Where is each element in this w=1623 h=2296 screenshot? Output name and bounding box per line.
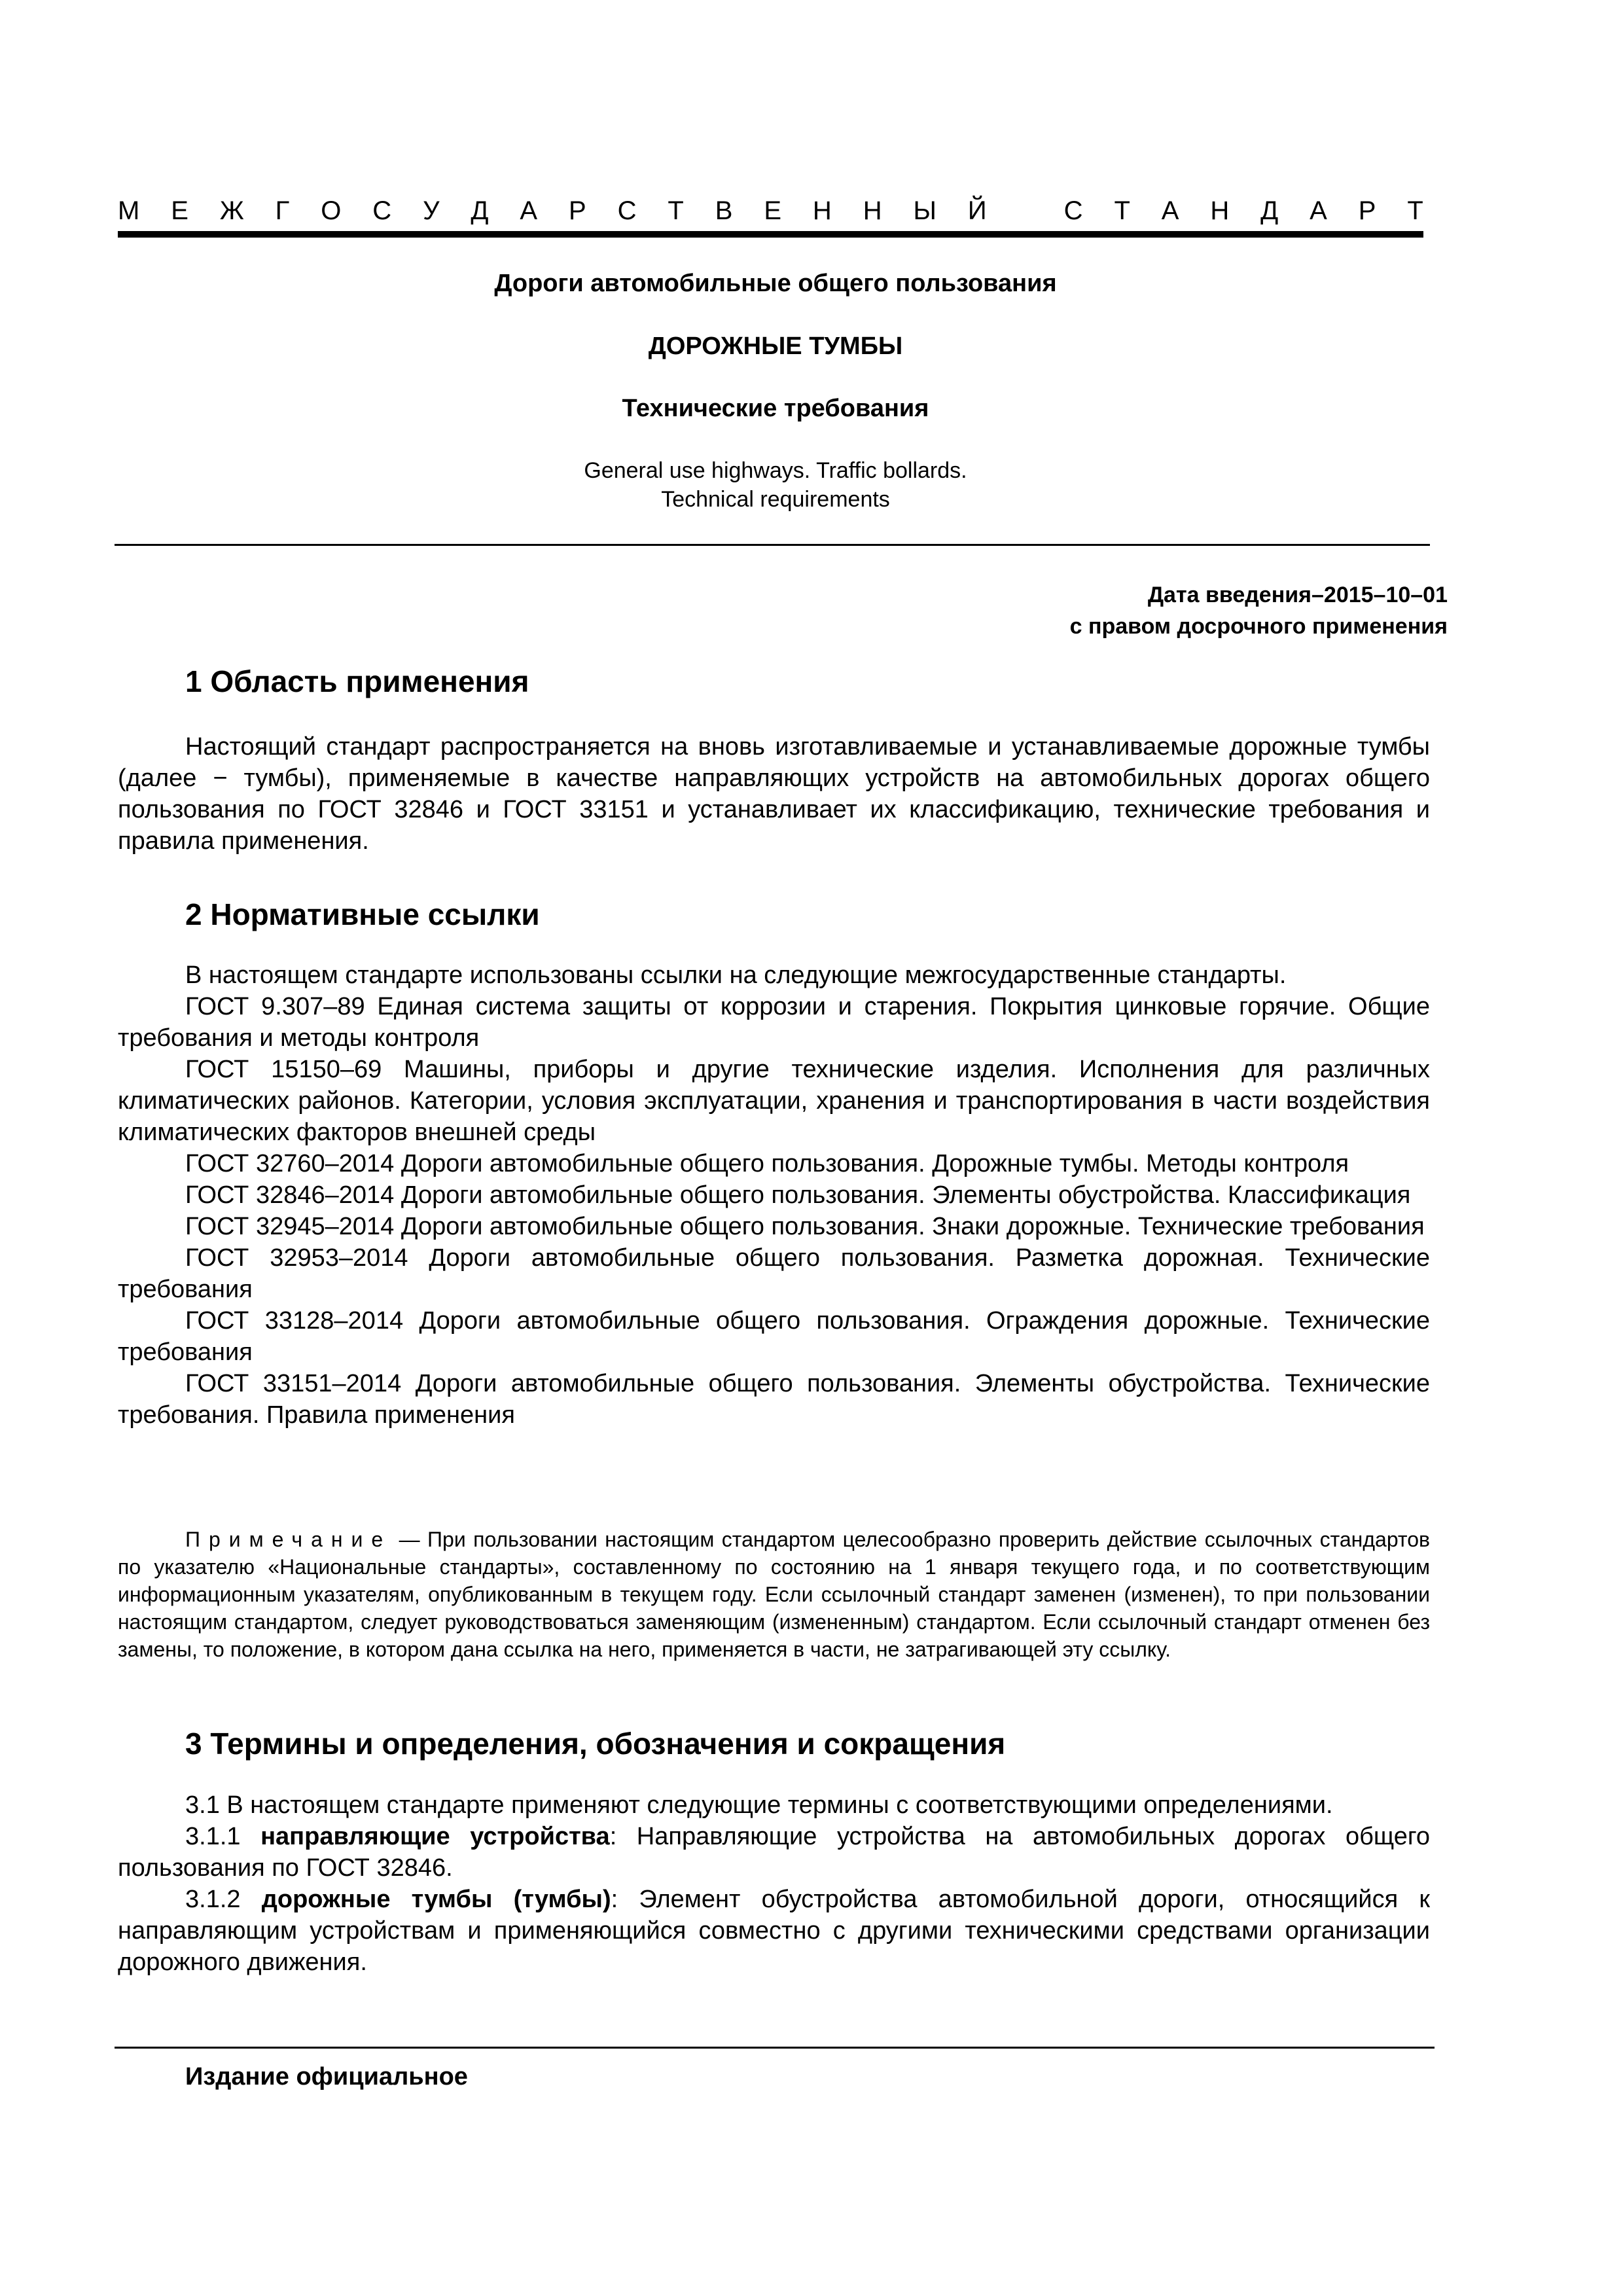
section-1-body	[118, 731, 1430, 857]
section-2-body	[118, 960, 1430, 1431]
section-3-body	[118, 1789, 1430, 1978]
reference-item: ГОСТ 32760–2014 Дороги автомобильные общего пользования. Дорожные тумбы. Методы контроля	[185, 1150, 1349, 1177]
section-3-heading: 3 Термины и определения, обозначения и сокращения	[185, 1727, 1006, 1761]
reference-item: ГОСТ 15150–69 Машины, приборы и другие технические изделия. Исполнения для различных климатических районов. Категории, условия эксплуатации, хранения и транспортирования в части воздействия климатических факторов внешней среды	[118, 1056, 1430, 1146]
reference-item: ГОСТ 32846–2014 Дороги автомобильные общего пользования. Элементы обустройства. Классификация	[185, 1181, 1411, 1209]
introduction-date	[1070, 579, 1448, 642]
term-definition-text: : Элемент обустройства автомобильной дороги, относящийся к направляющим устройствам и применяющийся совместно с другими техническими средствами организации дорожного движения.	[118, 1886, 1431, 1976]
term-name: направляющие устройства	[260, 1823, 610, 1850]
term-number: 3.1.1	[185, 1823, 261, 1850]
banner-letter: А	[1161, 196, 1179, 225]
banner-letter: Д	[1260, 196, 1279, 225]
banner-letter: Н	[863, 196, 882, 225]
english-title	[118, 456, 1433, 514]
title-line-3: Технические требования	[622, 395, 929, 422]
reference-item: ГОСТ 33151–2014 Дороги автомобильные общего пользования. Элементы обустройства. Технические требования. Правила применения	[118, 1370, 1430, 1429]
banner-letter: Т	[1407, 196, 1423, 225]
note-text: — При пользовании настоящим стандартом целесообразно проверить действие ссылочных стандартов по указателю «Национальные стандарты», составленному по состоянию на 1 января текущего года, и по соответствующим информационным указателям, опубликованным в текущем году. Если ссылочный стандарт заменен (изменен), то при пользовании настоящим стандартом, следует руководствоваться заменяющим (измененным) стандартом. Если ссылочный стандарт отменен без замены, то положение, в котором дана ссылка на него, применяется в части, не затрагивающей эту ссылку.	[118, 1528, 1430, 1661]
banner-letter: Р	[569, 196, 586, 225]
banner-letter: М	[118, 196, 140, 225]
banner-letter: С	[372, 196, 392, 225]
date-line-2: с правом досрочного применения	[1069, 614, 1448, 639]
reference-item: ГОСТ 32945–2014 Дороги автомобильные общего пользования. Знаки дорожные. Технические требования	[185, 1213, 1425, 1240]
banner-letter: Й	[967, 196, 987, 225]
banner-letter: Н	[812, 196, 832, 225]
banner-letter: Т	[1114, 196, 1130, 225]
banner-letter: Н	[1210, 196, 1230, 225]
banner-letter: Е	[764, 196, 782, 225]
section-1-heading: 1 Область применения	[185, 664, 529, 698]
title-line-1: Дороги автомобильные общего пользования	[494, 270, 1057, 297]
footer-rule	[115, 2047, 1435, 2049]
banner-letter: Г	[275, 196, 290, 225]
reference-item: ГОСТ 33128–2014 Дороги автомобильные общего пользования. Ограждения дорожные. Технические требования	[118, 1307, 1430, 1366]
section-2-note	[118, 1526, 1430, 1663]
english-title-line-2: Technical requirements	[661, 487, 890, 512]
reference-item: ГОСТ 32953–2014 Дороги автомобильные общего пользования. Разметка дорожная. Технические требования	[118, 1244, 1430, 1303]
banner-rule	[118, 231, 1423, 238]
banner-letter: О	[321, 196, 342, 225]
note-label: Примечание	[185, 1528, 392, 1551]
section-2-intro: В настоящем стандарте использованы ссылки на следующие межгосударственные стандарты.	[185, 961, 1287, 989]
reference-item: ГОСТ 9.307–89 Единая система защиты от коррозии и старения. Покрытия цинковые горячие. Общие требования и методы контроля	[118, 993, 1430, 1052]
banner-letter: В	[715, 196, 733, 225]
english-title-line-1: General use highways. Traffic bollards.	[584, 458, 967, 483]
term-definition-text: : Направляющие устройства на автомобильных дорогах общего пользования по ГОСТ 32846.	[118, 1823, 1431, 1882]
section-2-heading: 2 Нормативные ссылки	[185, 897, 540, 931]
banner-letter: А	[1310, 196, 1327, 225]
title-rule	[115, 544, 1430, 546]
official-edition-label: Издание официальное	[185, 2063, 468, 2090]
term-definition	[118, 1821, 1430, 1884]
banner-letter: Е	[171, 196, 188, 225]
banner-letter: Р	[1358, 196, 1376, 225]
term-number: 3.1.2	[185, 1886, 262, 1913]
banner-letter: С	[1063, 196, 1083, 225]
title-line-2: ДОРОЖНЫЕ ТУМБЫ	[648, 332, 903, 360]
banner-letter: Ы	[913, 196, 936, 225]
banner-letter: Д	[471, 196, 489, 225]
banner-letter: Т	[668, 196, 684, 225]
note-paragraph	[118, 1526, 1430, 1663]
banner-letter: А	[520, 196, 538, 225]
banner-letter: У	[423, 196, 440, 225]
standard-banner	[118, 196, 1423, 226]
banner-letter: С	[617, 196, 637, 225]
section-3-paragraph: 3.1 В настоящем стандарте применяют следующие термины с соответствующими определениями.	[185, 1791, 1333, 1819]
term-definition	[118, 1884, 1430, 1978]
date-line-1: Дата введения–2015–10–01	[1147, 583, 1448, 607]
term-name: дорожные тумбы (тумбы)	[261, 1886, 611, 1913]
banner-letter: Ж	[219, 196, 244, 225]
section-1-paragraph: Настоящий стандарт распространяется на вновь изготавливаемые и устанавливаемые дорожные тумбы (далее − тумбы), применяемые в качестве направляющих устройств на автомобильных дорогах общего пользования по ГОСТ 32846 и ГОСТ 33151 и устанавливает их классификацию, технические требования и правила применения.	[118, 733, 1430, 855]
banner-gap	[1018, 196, 1033, 226]
